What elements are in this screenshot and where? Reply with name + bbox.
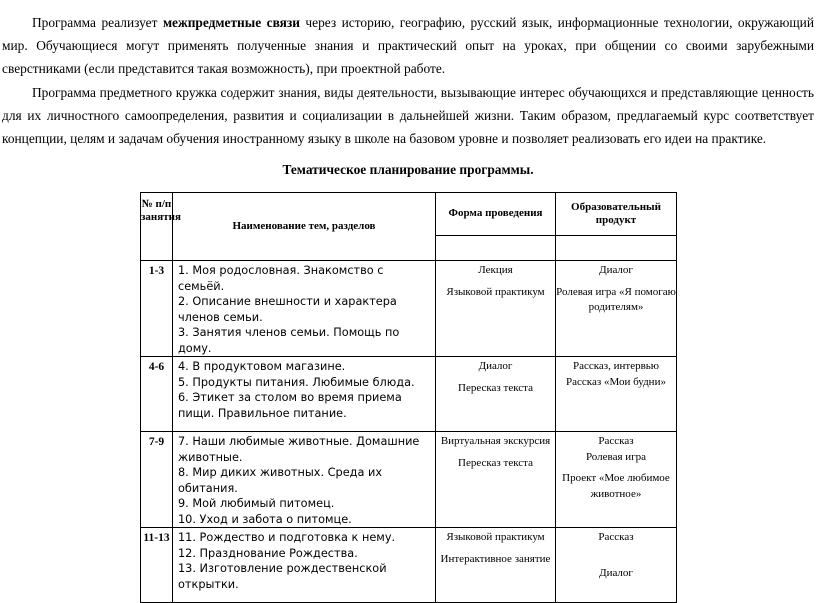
row-topics <box>173 432 436 528</box>
intro-rest: через историю, географию, русский язык, информационные технологии, окружающий мир. Обучающиеся могут применять полученные знания и практический опыт на уроках, при общении со своими зарубежными сверстниками (если представится такая возможность), при проектной работе. <box>2 15 814 76</box>
table-title: Тематическое планирование программы. <box>282 162 534 177</box>
plan-table <box>140 192 677 603</box>
table-row <box>141 528 677 603</box>
product-item: Проект «Мое любимое животное» <box>562 472 670 500</box>
product-item: Рассказ «Мои будни» <box>566 375 666 388</box>
row-form <box>436 528 556 603</box>
topic-item: 7. Наши любимые животные. Домашние животные. <box>178 435 420 464</box>
row-product <box>556 528 677 603</box>
row-num: 11-13 <box>141 528 173 603</box>
intro-lead: Программа реализует <box>32 15 163 30</box>
product-item: Диалог <box>599 566 633 579</box>
subheader-empty-form <box>436 235 556 260</box>
topic-item: 13. Изготовление рождественской открытки. <box>178 562 387 591</box>
table-row <box>141 357 677 432</box>
header-form: Форма проведения <box>436 193 556 236</box>
table-header-row <box>141 193 677 236</box>
header-product: Образовательный продукт <box>556 193 677 236</box>
subheader-empty-product <box>556 235 677 260</box>
topic-item: 6. Этикет за столом во время приема пищи. Правильное питание. <box>178 391 402 420</box>
header-topics: Наименование тем, разделов <box>173 193 436 261</box>
product-item: Диалог <box>599 264 633 276</box>
row-num: 1-3 <box>141 261 173 357</box>
topic-item: 4. В продуктовом магазине. <box>178 360 346 373</box>
club-text: Программа предметного кружка содержит знания, виды деятельности, вызывающие интерес обучающихся и представляющие ценность для их личностного самоопределения, развития и социализации в дальнейшей жизни. Таким образом, предлагаемый курс соответствует концепции, целям и задачам обучения иностранному языку в школе на базовом уровне и позволяет реализовать его идеи на практике. <box>2 85 814 146</box>
topic-item: 9. Мой любимый питомец. <box>178 497 335 510</box>
topic-item: 2. Описание внешности и характера членов семьи. <box>178 295 397 324</box>
product-item: Рассказ <box>598 531 634 543</box>
row-topics <box>173 528 436 603</box>
topic-item: 5. Продукты питания. Любимые блюда. <box>178 375 415 389</box>
topic-item: 10. Уход и забота о питомце. <box>178 512 352 526</box>
product-item: Рассказ <box>598 435 634 447</box>
topic-item: 8. Мир диких животных. Среда их обитания. <box>178 466 383 495</box>
form-item: Лекция <box>478 264 513 276</box>
row-num: 4-6 <box>141 357 173 432</box>
row-form <box>436 357 556 432</box>
club-paragraph <box>2 81 814 150</box>
topic-item: 1. Моя родословная. Знакомство с семьёй. <box>178 264 384 293</box>
form-item: Пересказ текста <box>458 381 533 394</box>
row-topics <box>173 357 436 432</box>
intro-bold-term: межпредметные связи <box>162 15 300 30</box>
product-item: Ролевая игра «Я помогаю родителям» <box>556 285 676 313</box>
form-item: Языковой практикум <box>446 285 545 298</box>
form-item: Языковой практикум <box>446 531 545 543</box>
form-item: Диалог <box>478 360 513 372</box>
product-item: Рассказ, интервью <box>572 360 660 372</box>
table-row <box>141 432 677 528</box>
product-item: Ролевая игра <box>585 450 647 463</box>
row-product <box>556 261 677 357</box>
row-num: 7-9 <box>141 432 173 528</box>
header-num: № п/п занятия <box>141 193 173 261</box>
intro-paragraph <box>2 11 814 80</box>
row-form <box>436 432 556 528</box>
form-item: Виртуальная экскурсия <box>440 435 551 447</box>
topic-item: 3. Занятия членов семьи. Помощь по дому. <box>178 326 400 355</box>
form-item: Интерактивное занятие <box>440 552 551 565</box>
form-item: Пересказ текста <box>458 456 533 469</box>
row-product <box>556 357 677 432</box>
topic-item: 12. Празднование Рождества. <box>178 546 358 560</box>
row-product <box>556 432 677 528</box>
row-form <box>436 261 556 357</box>
row-topics <box>173 261 436 357</box>
topic-item: 11. Рождество и подготовка к нему. <box>178 531 396 544</box>
table-row <box>141 261 677 357</box>
